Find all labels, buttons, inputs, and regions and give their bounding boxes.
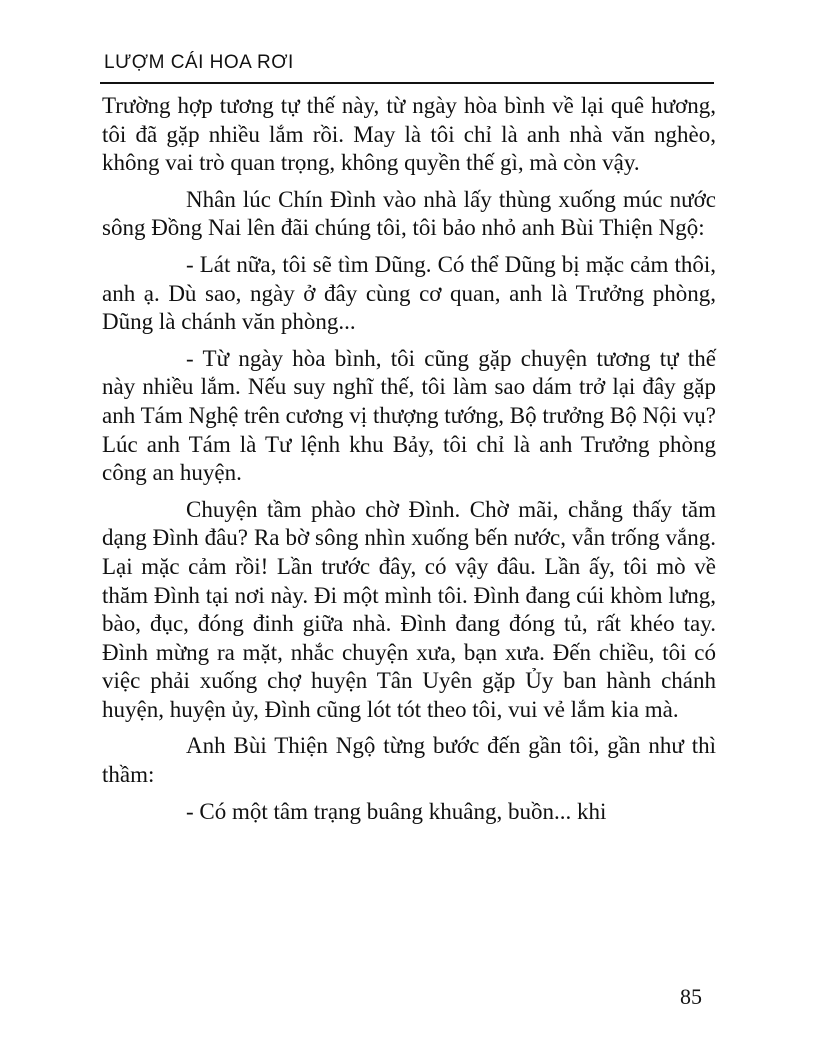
paragraph-2: Nhân lúc Chín Đình vào nhà lấy thùng xuống múc nước sông Đồng Nai lên đãi chúng tôi, tôi bảo nhỏ anh Bùi Thiện Ngộ:	[102, 186, 716, 241]
paragraph-1: Trường hợp tương tự thế này, từ ngày hòa bình về lại quê hương, tôi đã gặp nhiều lắm rồi. May là tôi chỉ là anh nhà văn nghèo, không vai trò quan trọng, không quyền thế gì, mà còn vậy.	[102, 93, 716, 176]
paragraph-6: Anh Bùi Thiện Ngộ từng bước đến gần tôi, gần như thì thầm:	[102, 733, 716, 788]
dialogue-paragraph-3: - Lát nữa, tôi sẽ tìm Dũng. Có thể Dũng bị mặc cảm thôi, anh ạ. Dù sao, ngày ở đây cùng cơ quan, anh là Trưởng phòng, Dũng là chánh văn phòng...	[102, 251, 716, 335]
dialogue-paragraph-4: - Từ ngày hòa bình, tôi cũng gặp chuyện tương tự thế này nhiều lắm. Nếu suy nghĩ thế, tôi làm sao dám trở lại đây gặp anh Tám Nghệ trên cương vị thượng tướng, Bộ trưởng Bộ Nội vụ? Lúc anh Tám là Tư lệnh khu Bảy, tôi chỉ là anh Trưởng phòng công an huyện.	[102, 345, 716, 486]
page-number: 85	[680, 984, 702, 1009]
running-title: LƯỢM CÁI HOA RƠI	[104, 52, 294, 73]
paragraph-5: Chuyện tầm phào chờ Đình. Chờ mãi, chẳng thấy tăm dạng Đình đâu? Ra bờ sông nhìn xuống bến nước, vẫn trống vắng. Lại mặc cảm rồi! Lần trước đây, có vậy đâu. Lần ấy, tôi mò về thăm Đình tại nơi này. Đi một mình tôi. Đình đang cúi khòm lưng, bào, đục, đóng đinh giữa nhà. Đình đang đóng tủ, rất khéo tay. Đình mừng ra mặt, nhắc chuyện xưa, bạn xưa. Đến chiều, tôi có việc phải xuống chợ huyện Tân Uyên gặp Ủy ban hành chánh huyện, huyện ủy, Đình cũng lót tót theo tôi, vui vẻ lắm kia mà.	[102, 496, 716, 722]
body-text	[102, 92, 716, 834]
dialogue-paragraph-7: - Có một tâm trạng buâng khuâng, buồn... khi	[186, 798, 607, 824]
header-rule	[100, 82, 714, 84]
